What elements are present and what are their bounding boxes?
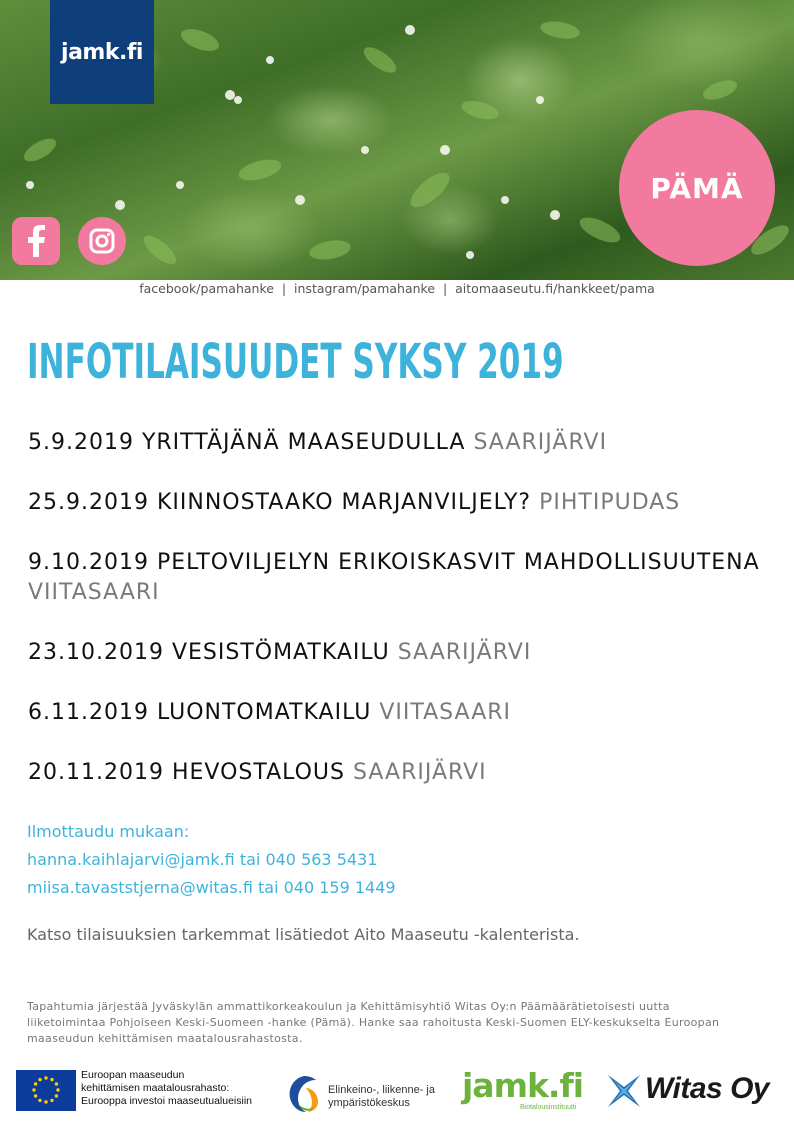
contact-link-miisa[interactable]: miisa.tavaststjerna@witas.fi tai 040 159 1449 — [27, 878, 396, 897]
event-title: 6.11.2019 LUONTOMATKAILU — [28, 700, 372, 725]
event-title: 23.10.2019 VESISTÖMATKAILU — [28, 640, 390, 665]
eu-text-line: kehittämisen maatalousrahasto: — [81, 1082, 230, 1094]
jamk-footer-subtitle: Biotalousinstituutti — [520, 1104, 577, 1111]
event-item — [28, 698, 768, 728]
event-item — [28, 758, 768, 788]
witas-logo-text: Witas Oy — [645, 1072, 770, 1105]
witas-logo-icon — [606, 1073, 642, 1109]
more-info-text: Katso tilaisuuksien tarkemmat lisätiedot Aito Maaseutu -kalenterista. — [27, 925, 580, 944]
event-title: 5.9.2019 YRITTÄJÄNÄ MAASEUDULLA — [28, 430, 466, 455]
ely-text-line: Elinkeino-, liikenne- ja — [328, 1084, 435, 1096]
jamk-logo[interactable] — [50, 0, 154, 104]
eu-fund-text — [81, 1069, 252, 1108]
hero-image — [0, 0, 794, 280]
event-item — [28, 488, 768, 518]
instagram-icon[interactable] — [78, 217, 126, 265]
event-title: 25.9.2019 KIINNOSTAAKO MARJANVILJELY? — [28, 490, 532, 515]
event-list — [28, 428, 768, 818]
contact-block — [27, 818, 396, 902]
event-title: 20.11.2019 HEVOSTALOUS — [28, 760, 345, 785]
event-place: SAARIJÄRVI — [352, 760, 487, 785]
event-item — [28, 638, 768, 668]
eu-flag-icon — [16, 1070, 76, 1111]
contact-link-hanna[interactable]: hanna.kaihlajarvi@jamk.fi tai 040 563 5431 — [27, 850, 378, 869]
event-title: 9.10.2019 PELTOVILJELYN ERIKOISKASVIT MAHDOLLISUUTENA — [28, 550, 760, 575]
eu-text-line: Eurooppa investoi maaseutualueisiin — [81, 1095, 253, 1107]
event-item — [28, 548, 768, 608]
page-title: INFOTILAISUUDET SYKSY 2019 — [27, 334, 564, 390]
ely-logo-icon — [286, 1074, 322, 1114]
ely-text — [328, 1084, 435, 1110]
jamk-logo-text: jamk.fi — [61, 40, 143, 65]
event-place: PIHTIPUDAS — [539, 490, 681, 515]
jamk-footer-logo: jamk.fi — [462, 1066, 584, 1105]
event-place: VIITASAARI — [379, 700, 512, 725]
event-item — [28, 428, 768, 458]
ely-text-line: ympäristökeskus — [328, 1097, 410, 1109]
event-place: SAARIJÄRVI — [397, 640, 532, 665]
event-place: VIITASAARI — [28, 580, 160, 605]
social-links-line[interactable]: facebook/pamahanke | instagram/pamahanke | aitomaaseutu.fi/hankkeet/pama — [139, 281, 655, 296]
organizer-text: Tapahtumia järjestää Jyväskylän ammattikorkeakoulun ja Kehittämisyhtiö Witas Oy:n Päämäärätietoisesti uutta liiketoimintaa Pohjoiseen Keski-Suomeen -hanke (Pämä). Hanke saa rahoitusta Keski-Suomen ELY-keskukselta Euroopan maaseudun kehittämisen maatalousrahastosta. — [27, 1000, 720, 1045]
contact-heading: Ilmottaudu mukaan: — [27, 822, 190, 841]
facebook-icon[interactable] — [12, 217, 60, 265]
event-place: SAARIJÄRVI — [473, 430, 608, 455]
pama-badge — [619, 110, 775, 266]
eu-text-line: Euroopan maaseudun — [81, 1069, 185, 1081]
pama-badge-text: PÄMÄ — [650, 171, 744, 205]
